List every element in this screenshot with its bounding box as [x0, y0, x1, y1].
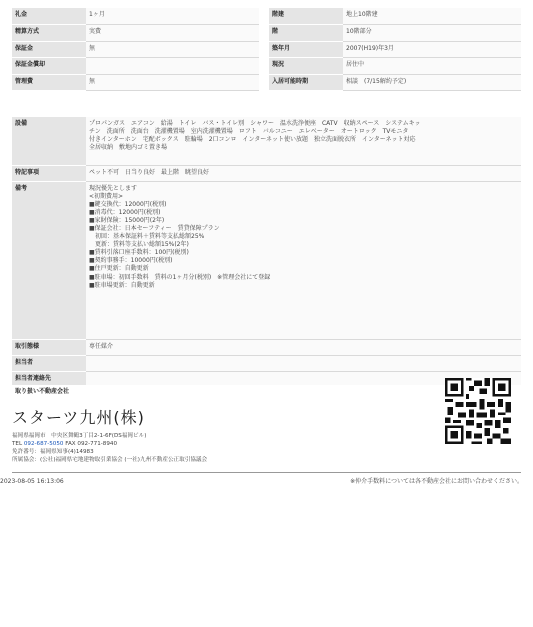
equipment-line: 付きインターホン 宅配ボックス 駐輪場 2口コンロ インターネット使い放題 独立洗面脱衣所 インターネット対応	[89, 136, 416, 144]
status-value: 居住中	[343, 58, 521, 75]
fee-note: ※仲介手数料については各不動産会社にお問い合わせください。	[350, 478, 523, 485]
floors-label: 階建	[269, 8, 343, 25]
built-date-label: 築年月	[269, 41, 343, 58]
remarks-line: 更新：賃料等支払い総額15%(2年)	[89, 241, 189, 249]
company-heading: 取り扱い不動産会社	[12, 385, 521, 399]
remarks-label: 備考	[12, 181, 86, 339]
floors-value: 地上10階建	[343, 8, 521, 25]
table-row	[12, 74, 521, 91]
move-in-label: 入居可能時期	[269, 74, 343, 91]
deposit-label: 保証金	[12, 41, 86, 58]
special-notes-value: ペット不可 日当り良好 最上階 眺望良好	[86, 165, 521, 181]
remarks-line: ■消毒代：12000円(税別)	[89, 208, 161, 216]
fax-number: FAX 092-771-8940	[63, 440, 118, 447]
key-money-label: 礼金	[12, 8, 86, 25]
remarks-line: ■鍵交換代：12000円(税別)	[89, 200, 167, 208]
remarks-line: <初期費用>	[89, 192, 124, 200]
company-address: 福岡県福岡市 中央区舞鶴3丁目2-1-6F(DS福岡ビル)	[12, 432, 147, 439]
remarks-line: 現況優先とします	[89, 184, 138, 192]
table-row	[12, 181, 521, 339]
staff-label: 担当者	[12, 355, 86, 371]
management-fee-value: 無	[86, 74, 259, 91]
table-row	[12, 8, 521, 25]
table-row	[12, 117, 521, 165]
transaction-type-label: 取引態様	[12, 339, 86, 355]
equipment-line: プロパンガス エアコン 給湯 トイレ バス・トイレ別 シャワー 温水洗浄便座 CATV 収納スペース システムキッ	[89, 120, 421, 127]
table-row	[12, 355, 521, 371]
staff-value	[86, 355, 521, 371]
qr-code-icon	[445, 378, 511, 444]
print-timestamp: 2023-08-05 16:13:06	[0, 478, 64, 485]
company-name: スターツ九州(株)	[12, 408, 145, 428]
transaction-type-value: 専任媒介	[86, 339, 521, 355]
table-row	[12, 165, 521, 181]
deposit-value: 無	[86, 41, 259, 58]
table-row	[12, 41, 521, 58]
deposit-amortization-label: 保証金償却	[12, 58, 86, 75]
floor-value: 10階部分	[343, 25, 521, 42]
key-money-value: 1ヶ月	[86, 8, 259, 25]
settlement-label: 精算方式	[12, 25, 86, 42]
status-label: 現況	[269, 58, 343, 75]
remarks-line: ■駐車場：初回手数料 賃料の1ヶ月分(税別) ※管理会社にて登録	[89, 273, 271, 281]
table-row	[12, 25, 521, 42]
details-table	[12, 117, 521, 388]
deposit-amortization-value	[86, 58, 259, 75]
equipment-line: チン 洗面所 洗面台 洗濯機置場 室内洗濯機置場 ロフト バルコニー エレベーター オートロック TVモニタ	[89, 128, 409, 136]
remarks-value	[86, 181, 521, 339]
remarks-line: ■賃料引落口座手数料：100円(税別)	[89, 249, 189, 257]
footer-divider	[12, 472, 521, 473]
table-row	[12, 58, 521, 75]
floor-label: 階	[269, 25, 343, 42]
remarks-line: ■契約事務手：10000円(税別)	[89, 257, 173, 265]
tel-link[interactable]: 092-687-5050	[23, 440, 64, 447]
settlement-value: 実費	[86, 25, 259, 42]
staff-contact-label: 担当者連絡先	[12, 371, 86, 387]
equipment-value	[86, 117, 521, 165]
remarks-line: ■保証会社：日本セーフティー 賃貸保障プラン	[89, 224, 220, 232]
association: 所属協会：(公社)福岡県宅地建物取引業協会 (一社)九州不動産公正取引協議会	[12, 457, 208, 464]
management-fee-label: 管理費	[12, 74, 86, 91]
license-number: 免許番号：福岡県知事(4)14983	[12, 448, 94, 455]
tel-prefix: TEL	[12, 440, 24, 447]
special-notes-label: 特記事項	[12, 165, 86, 181]
remarks-line: ■住戸更新：自動更新	[89, 265, 149, 273]
built-date-value: 2007(H19)年3月	[343, 41, 521, 58]
basic-info-table	[12, 8, 521, 91]
remarks-line: 初回：基本保証料＋賃料等支払総額25%	[89, 233, 205, 241]
equipment-line: 全居収納 敷地内ゴミ置き場	[89, 144, 168, 152]
move-in-value: 相談 (7/15解約予定)	[343, 74, 521, 91]
remarks-line: ■駐車場更新：自動更新	[89, 281, 155, 289]
table-row	[12, 339, 521, 355]
remarks-line: ■家財保険：15000円(2年)	[89, 216, 165, 224]
equipment-label: 設備	[12, 117, 86, 165]
